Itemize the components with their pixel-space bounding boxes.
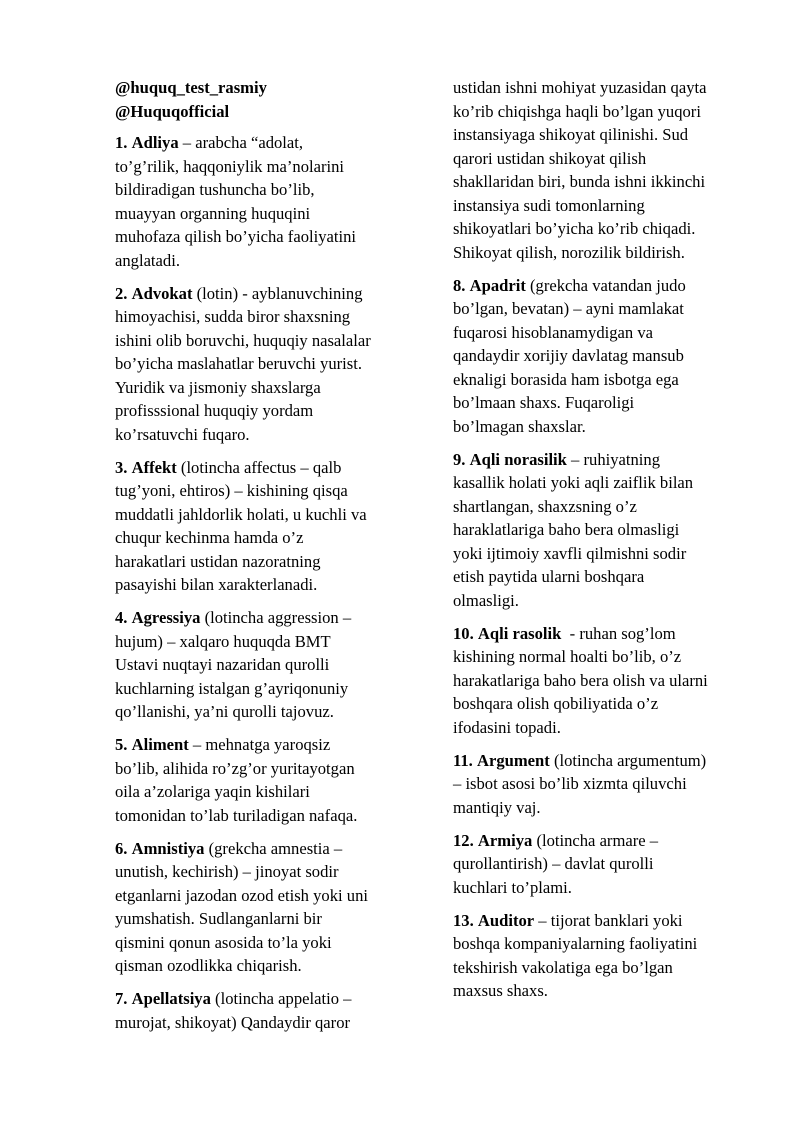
entry-text-line: (lotincha aggression – <box>200 608 352 627</box>
entry-text-line: murojat, shikoyat) Qandaydir qaror <box>115 1012 351 1032</box>
glossary-entry-apadrit <box>453 274 753 439</box>
entry-text-line: pasayishi bilan xarakterlanadi. <box>115 575 318 594</box>
glossary-entry-apellatsiya-continued <box>453 76 753 264</box>
entry-term: Aqli norasilik <box>469 449 567 469</box>
entry-number: 5. <box>115 735 128 754</box>
entry-text-line: (lotincha affectus – qalb <box>176 457 342 477</box>
entry-text-line: etish paytida ularni boshqara <box>453 567 645 586</box>
entry-text-line: bo’yicha maslahatlar beruvchi yurist. <box>115 354 362 373</box>
entry-text-line: ishini olib boruvchi, huquqiy nasalalar <box>115 330 371 350</box>
entry-text-line: muhofaza qilish bo’yicha faoliyatini <box>115 227 356 246</box>
entry-text-line: shartlangan, shaxzsning o’z <box>453 496 637 516</box>
entry-text-line: yumshatish. Sudlanganlarni bir <box>115 909 322 928</box>
entry-text-line: oila a’zolariga yaqin kishilari <box>115 782 310 801</box>
entry-text-line: kuchlari to’plami. <box>453 877 572 897</box>
entry-term: Aqli rasolik <box>477 623 562 643</box>
entry-number: 7. <box>115 989 128 1008</box>
glossary-entry-argument <box>453 749 753 820</box>
entry-text-line: harakatlari ustidan nazoratning <box>115 551 321 571</box>
channel-handle-2: @Huquqofficial <box>115 101 230 121</box>
entry-number: 12. <box>453 830 474 850</box>
entry-text-line: chuqur kechinma hamda o’z <box>115 528 304 547</box>
entry-text-line: muddatli jahldorlik holati, u kuchli va <box>115 504 367 524</box>
glossary-entry-agressiya <box>115 606 415 724</box>
entry-text-line: himoyachisi, sudda biror shaxsning <box>115 307 351 326</box>
glossary-entry-aqli-rasolik <box>453 622 753 740</box>
glossary-entry-affekt <box>115 456 415 597</box>
entry-text-line: shakllaridan biri, bunda ishni ikkinchi <box>453 172 706 191</box>
entry-text-line: Ustavi nuqtayi nazaridan qurolli <box>115 655 330 674</box>
entry-text-line: (lotincha armare – <box>532 830 659 850</box>
entry-text-line: tomonidan to’lab turiladigan nafaqa. <box>115 805 358 825</box>
entry-term: Affekt <box>131 457 177 477</box>
entry-number: 11. <box>453 750 473 770</box>
glossary-entry-amnistiya <box>115 837 415 978</box>
entry-text-line: – isbot asosi bo’lib xizmta qiluvchi <box>453 774 687 793</box>
entry-text-line: hujum) – xalqaro huquqda BMT <box>115 631 331 651</box>
entry-text-line: eknaligi borasida ham isbotga ega <box>453 369 679 389</box>
entry-text-line: (grekcha vatandan judo <box>525 275 686 295</box>
entry-text-line: olmasligi. <box>453 590 519 610</box>
entry-text-line: unutish, kechirish) – jinoyat sodir <box>115 862 339 881</box>
glossary-entry-apellatsiya <box>115 987 415 1034</box>
entry-text-line: boshqa kompaniyalarning faoliyatini <box>453 934 698 953</box>
entry-text-line: harakatlariga baho bera olish va ularni <box>453 670 708 690</box>
entry-text-line: bo’lib, alihida ro’zg’or yuritayotgan <box>115 758 355 778</box>
entry-text-line: – ruhiyatning <box>566 449 661 469</box>
entry-text-line: maxsus shaxs. <box>453 981 548 1000</box>
entry-text-line: anglatadi. <box>115 250 180 270</box>
entry-term: Armiya <box>477 830 533 850</box>
glossary-entry-auditor <box>453 909 753 1003</box>
entry-text-line: haraklatlariga baho bera olmasligi <box>453 520 680 539</box>
entry-number: 8. <box>453 275 466 295</box>
entry-text-line: yoki ijtimoiy xavfli qilmishni sodir <box>453 543 687 563</box>
entry-number: 10. <box>453 623 474 643</box>
entry-term: Auditor <box>477 910 535 930</box>
entry-text-line: instansiya sudi tomonlarning <box>453 195 645 215</box>
entry-term: Apellatsiya <box>131 989 211 1008</box>
entry-text-line: Yuridik va jismoniy shaxslarga <box>115 377 321 397</box>
entry-number: 1. <box>115 133 128 152</box>
entry-text-line: qismini qonun asosida to’la yoki <box>115 932 332 952</box>
entry-term: Agressiya <box>131 608 201 627</box>
entry-text-line: ko’rib chiqishga haqli bo’lgan yuqori <box>453 101 701 121</box>
entry-text-line: etganlarni jazodan ozod etish yoki uni <box>115 885 368 905</box>
entry-number: 3. <box>115 457 128 477</box>
entry-text-line: tekshirish vakolatiga ega bo’lgan <box>453 957 673 977</box>
entry-text-line: qo’llanishi, ya’ni qurolli tajovuz. <box>115 702 334 721</box>
entry-number: 9. <box>453 449 466 469</box>
entry-term: Adliya <box>131 133 179 152</box>
glossary-entry-advokat <box>115 282 415 447</box>
entry-number: 2. <box>115 283 128 303</box>
channel-handle-1: @huquq_test_rasmiy <box>115 78 267 97</box>
entry-term: Apadrit <box>469 275 526 295</box>
glossary-entry-armiya <box>453 829 753 900</box>
entry-text-line: boshqara olish qobiliyatida o’z <box>453 694 659 713</box>
glossary-entry-adliya <box>115 131 415 272</box>
entry-term: Aliment <box>131 735 189 754</box>
entry-text-line: mantiqiy vaj. <box>453 797 541 817</box>
entry-text-line: (lotincha argumentum) <box>549 750 707 770</box>
entry-text-line: kishining normal hoalti bo’lib, o’z <box>453 647 682 666</box>
right-column <box>453 76 753 1012</box>
entry-term: Advokat <box>131 283 193 303</box>
entry-number: 13. <box>453 910 474 930</box>
entry-text-line: ifodasini topadi. <box>453 717 561 737</box>
entry-text-line: shikoyatlari bo’yicha ko’rib chiqadi. <box>453 219 696 238</box>
entry-text-line: bo’lgan, bevatan) – ayni mamlakat <box>453 299 684 318</box>
entry-text-line: bildiradigan tushuncha bo’lib, <box>115 180 315 199</box>
entry-text-line: – mehnatga yaroqsiz <box>188 735 331 754</box>
entry-text-line: qurollantirish) – davlat qurolli <box>453 854 654 873</box>
entry-number: 6. <box>115 838 128 858</box>
glossary-entry-aliment <box>115 733 415 827</box>
entry-text-line: ustidan ishni mohiyat yuzasidan qayta <box>453 78 707 97</box>
entry-text-line: qarori ustidan shikoyat qilish <box>453 148 647 168</box>
entry-text-line: fuqarosi hisoblanamydigan va <box>453 322 654 342</box>
entry-text-line: (lotincha appelatio – <box>210 989 352 1008</box>
entry-number: 4. <box>115 608 128 627</box>
entry-text-line: (lotin) - ayblanuvchining <box>192 283 363 303</box>
entry-term: Amnistiya <box>131 838 205 858</box>
entry-text-line: – arabcha “adolat, <box>178 133 304 152</box>
entry-text-line: (grekcha amnestia – <box>204 838 343 858</box>
entry-text-line: qandaydir xorijiy davlatag mansub <box>453 346 684 365</box>
glossary-entry-aqli-norasilik <box>453 448 753 613</box>
entry-text-line: bo’lmaan shaxs. Fuqaroligi <box>453 393 635 412</box>
entry-text-line: qisman ozodlikka chiqarish. <box>115 956 302 975</box>
entry-text-line: - ruhan sog’lom <box>561 623 676 643</box>
entry-text-line: profisssional huquqiy yordam <box>115 401 314 420</box>
entry-text-line: – tijorat banklari yoki <box>534 910 683 930</box>
entry-term: Argument <box>476 750 550 770</box>
entry-text-line: bo’lmagan shaxslar. <box>453 416 586 436</box>
entry-text-line: tug’yoni, ehtiros) – kishining qisqa <box>115 481 348 500</box>
entry-text-line: kuchlarning istalgan g’ayriqonuniy <box>115 678 349 698</box>
channel-header <box>115 76 415 123</box>
entry-text-line: instansiyaga shikoyat qilinishi. Sud <box>453 125 689 144</box>
entry-text-line: muayyan organning huquqini <box>115 203 311 223</box>
entry-text-line: to’g’rilik, haqqoniylik ma’nolarini <box>115 156 345 176</box>
entry-text-line: kasallik holati yoki aqli zaiflik bilan <box>453 473 694 492</box>
entry-text-line: ko’rsatuvchi fuqaro. <box>115 424 250 444</box>
entry-text-line: Shikoyat qilish, norozilik bildirish. <box>453 242 685 262</box>
left-column <box>115 76 415 1044</box>
